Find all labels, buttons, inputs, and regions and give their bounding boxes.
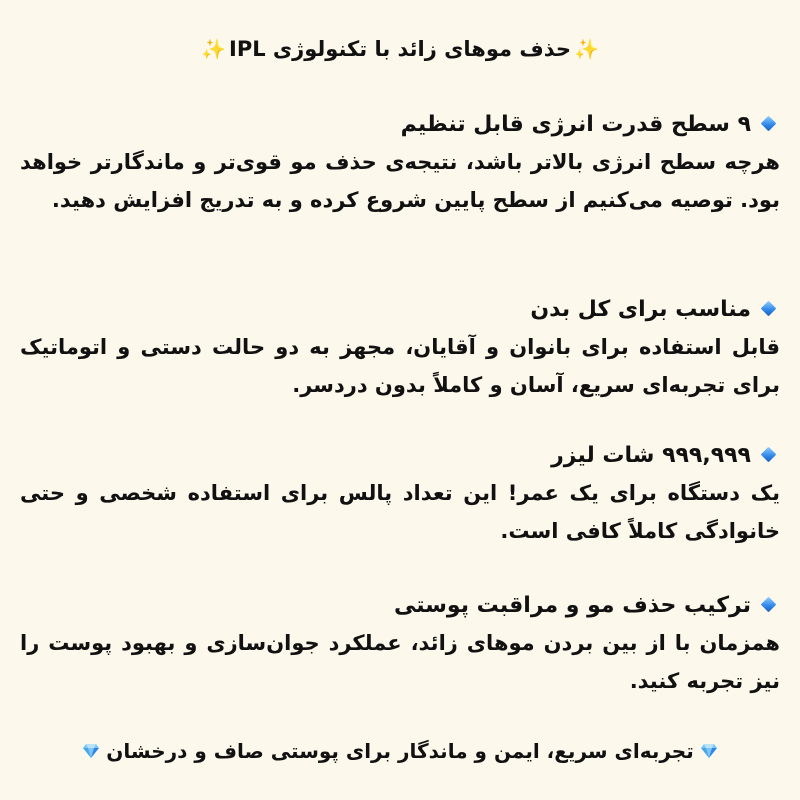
section-heading-text: ۹ سطح قدرت انرژی قابل تنظیم [400,112,751,137]
sparkles-icon: ✨ [201,37,227,61]
section-heading [20,107,780,143]
section-body: هرچه سطح انرژی بالاتر باشد، نتیجه‌ی حذف مو قوی‌تر و ماندگارتر خواهد بود. توصیه می‌کنیم از سطح پایین شروع کرده و به تدریج افزایش دهید. [20,150,780,212]
feature-section-full-body [20,292,780,404]
feature-section-energy-levels [20,107,780,219]
footer-tagline-text: تجربه‌ای سریع، ایمن و ماندگار برای پوستی صاف و درخشان [106,739,694,763]
section-heading-text: ۹۹۹,۹۹۹ شات لیزر [551,443,751,468]
blue-diamond-icon [761,446,777,462]
blue-diamond-icon [761,596,777,612]
gem-icon [82,743,100,759]
section-heading-text: ترکیب حذف مو و مراقبت پوستی [394,593,751,618]
feature-section-skin-care [20,588,780,700]
footer-tagline [20,734,780,768]
document-page [20,0,780,800]
page-title-text: حذف موهای زائد با تکنولوژی IPL [229,37,571,61]
section-heading [20,588,780,624]
section-body: یک دستگاه برای یک عمر! این تعداد پالس برای استفاده شخصی و حتی خانوادگی کاملاً کافی است. [20,481,780,543]
feature-section-laser-shots [20,438,780,550]
section-body: همزمان با از بین بردن موهای زائد، عملکرد جوان‌سازی و بهبود پوست را نیز تجربه کنید. [20,631,780,693]
page-title [20,34,780,64]
gem-icon [700,743,718,759]
section-heading [20,292,780,328]
section-body: قابل استفاده برای بانوان و آقایان، مجهز به دو حالت دستی و اتوماتیک برای تجربه‌ای سریع، آسان و کاملاً بدون دردسر. [20,335,780,397]
section-heading-text: مناسب برای کل بدن [530,297,751,322]
sparkles-icon: ✨ [573,37,599,61]
section-heading [20,438,780,474]
blue-diamond-icon [761,300,777,316]
blue-diamond-icon [761,115,777,131]
